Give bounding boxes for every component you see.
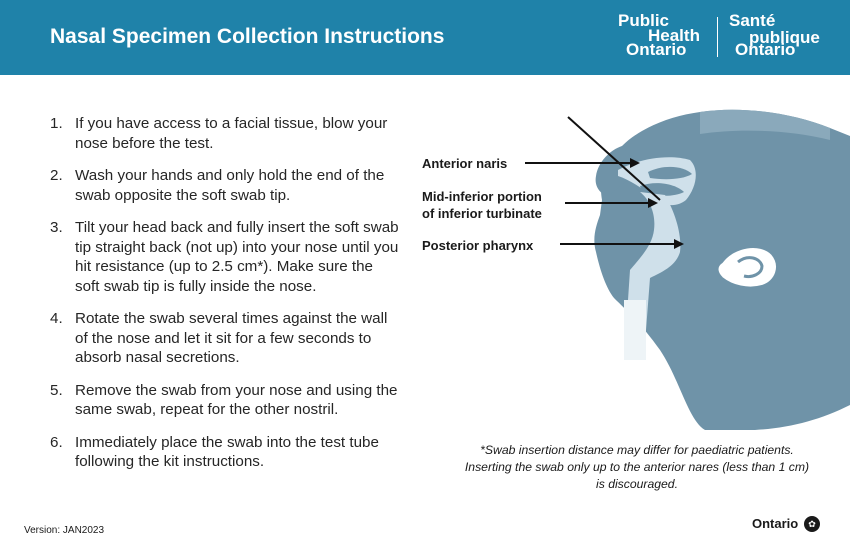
instruction-steps bbox=[46, 114, 401, 485]
trillium-icon: ✿ bbox=[804, 516, 820, 532]
version-label: Version: JAN2023 bbox=[24, 525, 105, 536]
page-title: Nasal Specimen Collection Instructions bbox=[50, 25, 445, 48]
step-item bbox=[46, 114, 401, 153]
step-number: 6. bbox=[50, 433, 63, 451]
public-health-ontario-logo bbox=[614, 11, 714, 62]
logo-en-line-2: Health bbox=[648, 26, 700, 45]
footnote: *Swab insertion distance may differ for paediatric patients. Inserting the swab only up to the anterior nares (less than 1 cm) is discouraged. bbox=[464, 443, 810, 491]
step-item bbox=[46, 433, 401, 472]
label-posterior-pharynx: Posterior pharynx bbox=[422, 238, 534, 253]
label-anterior-naris: Anterior naris bbox=[422, 156, 508, 171]
step-number: 5. bbox=[50, 381, 63, 399]
step-number: 3. bbox=[50, 219, 63, 236]
logo-en-line-3: Ontario bbox=[626, 40, 687, 59]
sante-publique-ontario-logo bbox=[727, 11, 827, 62]
step-number: 2. bbox=[50, 167, 63, 184]
logo-divider bbox=[717, 17, 718, 57]
ontario-wordmark: Ontario bbox=[752, 516, 799, 531]
step-item bbox=[46, 309, 401, 368]
step-item bbox=[46, 381, 401, 420]
step-number: 1. bbox=[50, 115, 63, 132]
logo-fr-line-3: Ontario bbox=[735, 40, 796, 59]
step-text: Wash your hands and only hold the end of the swab opposite the soft swab tip. bbox=[75, 167, 385, 204]
label-mid-inferior: Mid-inferior portion bbox=[422, 189, 542, 204]
step-text: Immediately place the swab into the test tube following the kit instructions. bbox=[75, 433, 379, 470]
step-number: 4. bbox=[50, 310, 63, 327]
step-item bbox=[46, 218, 401, 296]
logo-fr-line-2: publique bbox=[749, 28, 820, 47]
header-banner bbox=[0, 0, 850, 75]
logo-fr-line-1: Santé bbox=[729, 11, 776, 30]
step-text: Remove the swab from your nose and using the same swab, repeat for the other nostril. bbox=[75, 381, 398, 418]
label-inferior-turbinate: of inferior turbinate bbox=[422, 206, 542, 221]
logo-en-line-1: Public bbox=[618, 11, 670, 30]
step-text: Tilt your head back and fully insert the soft swab tip straight back (not up) into your nose until you hit resistance (up to 2.5 cm*). Make sure the soft swab tip is fully inside the nose. bbox=[75, 219, 399, 295]
step-text: Rotate the swab several times against the wall of the nose and let it sit for a few seconds to absorb nasal secretions. bbox=[75, 310, 388, 366]
step-text: If you have access to a facial tissue, blow your nose before the test. bbox=[75, 115, 388, 152]
step-item bbox=[46, 166, 401, 205]
trachea bbox=[624, 300, 646, 360]
